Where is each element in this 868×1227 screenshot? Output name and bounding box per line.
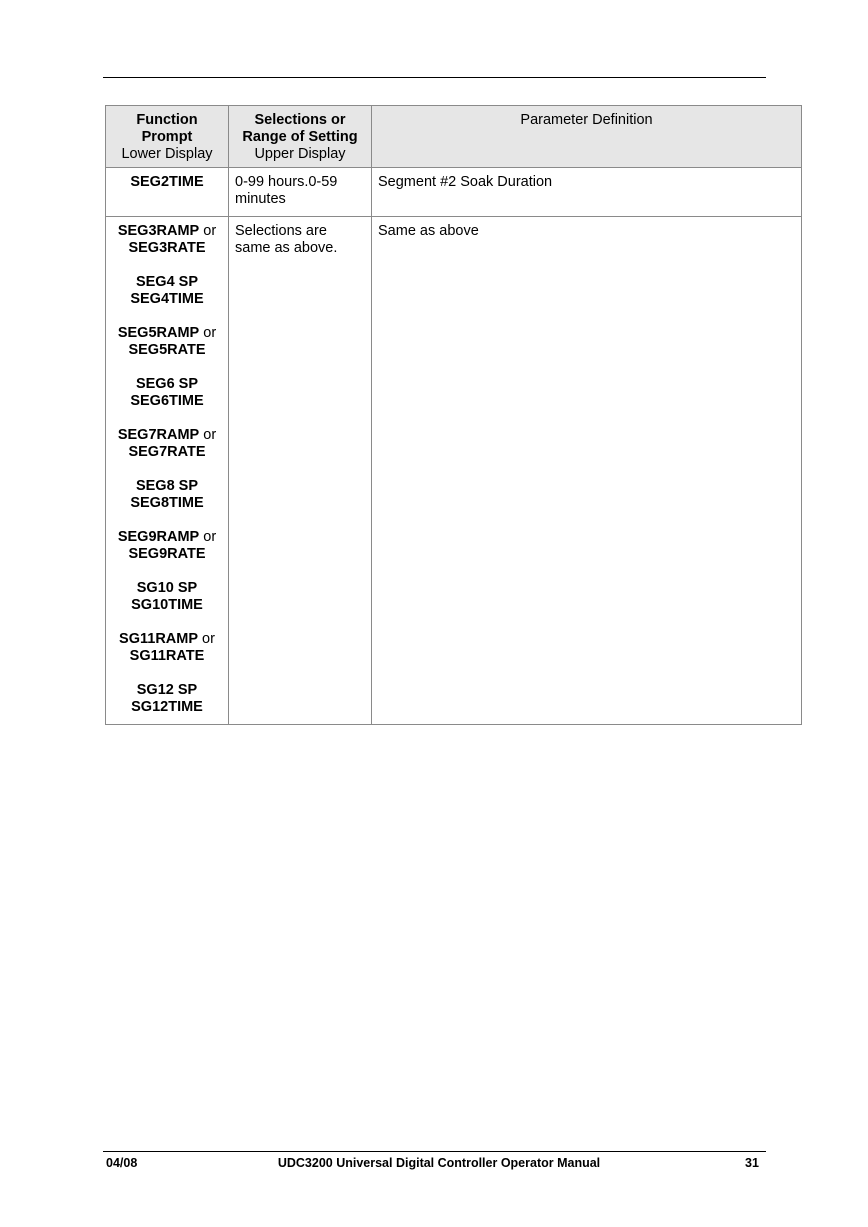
definition-cell: Segment #2 Soak Duration <box>372 168 802 217</box>
prompt-cell <box>106 217 229 725</box>
prompt-pair: SG12 SP SG12TIME <box>131 682 203 715</box>
selection-cell: Selections are same as above. <box>229 217 372 725</box>
page-number: 31 <box>745 1156 759 1170</box>
table-row <box>106 217 802 725</box>
prompt-pair: SEG4 SP SEG4TIME <box>130 274 204 307</box>
prompt-pair: SG10 SP SG10TIME <box>131 580 203 613</box>
prompt-pair: SEG3RAMP or SEG3RATE <box>117 223 217 256</box>
table-header-row <box>106 106 802 168</box>
header-parameter-definition: Parameter Definition <box>372 106 802 168</box>
prompt-pair: SEG9RAMP or SEG9RATE <box>117 529 217 562</box>
prompt-pair: SEG7RAMP or SEG7RATE <box>117 427 217 460</box>
footer-rule <box>103 1151 766 1152</box>
prompt-pair: SEG5RAMP or SEG5RATE <box>117 325 217 358</box>
header-selections: Selections or Range of Setting Upper Display <box>229 106 372 168</box>
footer-date: 04/08 <box>106 1156 138 1170</box>
prompt-cell: SEG2TIME <box>106 168 229 217</box>
selection-cell: 0-99 hours.0-59 minutes <box>229 168 372 217</box>
parameter-table <box>105 105 802 725</box>
definition-cell: Same as above <box>372 217 802 725</box>
prompt-pair: SG11RAMP or SG11RATE <box>119 631 215 664</box>
header-function-prompt: Function Prompt Lower Display <box>106 106 229 168</box>
prompt-pair: SEG6 SP SEG6TIME <box>130 376 204 409</box>
table-row <box>106 168 802 217</box>
footer-title: UDC3200 Universal Digital Controller Operator Manual <box>277 1156 601 1170</box>
prompt-pair: SEG8 SP SEG8TIME <box>130 478 204 511</box>
header-rule <box>103 77 766 78</box>
